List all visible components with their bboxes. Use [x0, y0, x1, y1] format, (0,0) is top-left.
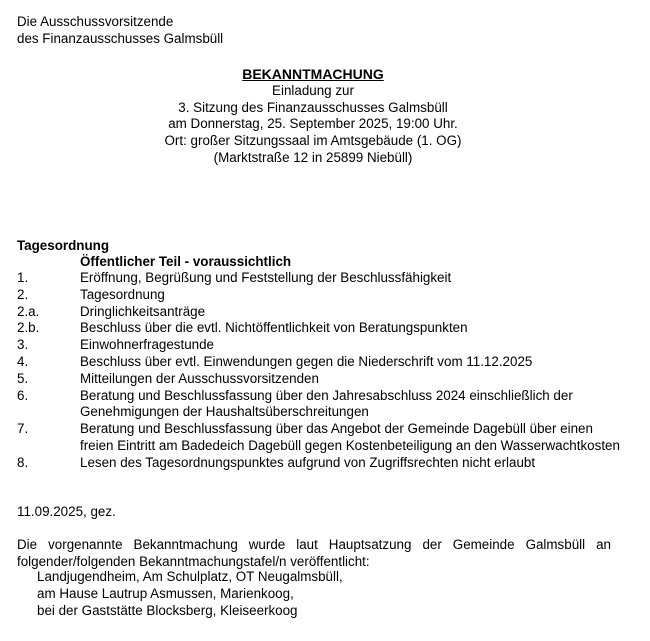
notice-board-locations: [37, 569, 343, 619]
sender-line-1: Die Ausschussvorsitzende: [17, 14, 174, 29]
agenda-item: [17, 371, 627, 388]
location-item: am Hause Lautrup Asmussen, Marienkoog,: [37, 585, 294, 601]
agenda-item-number: 5.: [17, 370, 29, 386]
agenda-item: [17, 287, 627, 304]
agenda-item: [17, 270, 627, 287]
agenda-item-number: 4.: [17, 353, 29, 369]
location-line: Ort: großer Sitzungssaal im Amtsgebäude (1. OG): [164, 133, 462, 149]
sender-line-2: des Finanzausschusses Galmsbüll: [17, 30, 224, 46]
address-line: (Marktstraße 12 in 25899 Niebüll): [213, 149, 413, 165]
agenda-item-number: 2.: [17, 286, 29, 302]
location-item: Landjugendheim, Am Schulplatz, OT Neugalmsbüll,: [37, 569, 343, 584]
agenda-item-text: Dringlichkeitsanträge: [80, 303, 206, 319]
agenda-item-text: Beschluss über evtl. Einwendungen gegen die Niederschrift vom 11.12.2025: [80, 353, 533, 369]
invitation-line: Einladung zur: [272, 82, 354, 98]
announcement-header: [0, 66, 626, 167]
datetime-line: am Donnerstag, 25. September 2025, 19:00 Uhr.: [168, 116, 458, 132]
agenda-item: [17, 304, 627, 321]
agenda-item-number: 2.a.: [17, 303, 40, 319]
agenda-item: [17, 337, 627, 354]
announcement-title: BEKANNTMACHUNG: [242, 66, 384, 82]
agenda-item-number: 8.: [17, 454, 29, 470]
publication-notice: Die vorgenannte Bekanntmachung wurde laut Hauptsatzung der Gemeinde Galmsbüll an folgender/folgenden Bekanntmachungstafel/n veröffentlicht:: [17, 537, 611, 569]
agenda-item-number: 1.: [17, 270, 29, 285]
agenda-item-text: Beratung und Beschlussfassung über das Angebot der Gemeinde Dagebüll über einen freien Eintritt am Badedeich Dagebüll gegen Kostenbeteiligung an den Wasserwachtkosten: [80, 421, 620, 453]
agenda-item: [17, 354, 627, 371]
signature-date: 11.09.2025, gez.: [17, 504, 116, 519]
agenda-item-number: 3.: [17, 337, 29, 353]
agenda-item-number: 7.: [17, 421, 29, 437]
agenda-item: [17, 421, 627, 455]
public-part-heading: Öffentlicher Teil - voraussichtlich: [80, 254, 292, 269]
agenda-item: [17, 455, 627, 472]
agenda-item: [17, 388, 627, 422]
agenda-item: [17, 320, 627, 337]
location-item: bei der Gaststätte Blocksberg, Kleiseerkoog: [37, 602, 298, 618]
session-line: 3. Sitzung des Finanzausschusses Galmsbüll: [178, 99, 448, 115]
agenda-list: [17, 270, 627, 472]
sender-block: [17, 14, 223, 48]
agenda-item-text: Beschluss über die evtl. Nichtöffentlichkeit von Beratungspunkten: [80, 320, 468, 336]
agenda-item-text: Beratung und Beschlussfassung über den Jahresabschluss 2024 einschließlich der Genehmigungen der Haushaltsüberschreitungen: [80, 387, 573, 420]
agenda-item-text: Mitteilungen der Ausschussvorsitzenden: [80, 370, 319, 386]
agenda-item-text: Lesen des Tagesordnungspunktes aufgrund von Zugriffsrechten nicht erlaubt: [80, 454, 536, 470]
agenda-item-text: Tagesordnung: [80, 286, 165, 302]
agenda-item-text: Einwohnerfragestunde: [80, 337, 214, 353]
agenda-item-text: Eröffnung, Begrüßung und Feststellung der Beschlussfähigkeit: [80, 270, 452, 285]
agenda-item-number: 2.b.: [17, 320, 40, 336]
agenda-heading: Tagesordnung: [17, 238, 109, 253]
agenda-item-number: 6.: [17, 387, 29, 403]
